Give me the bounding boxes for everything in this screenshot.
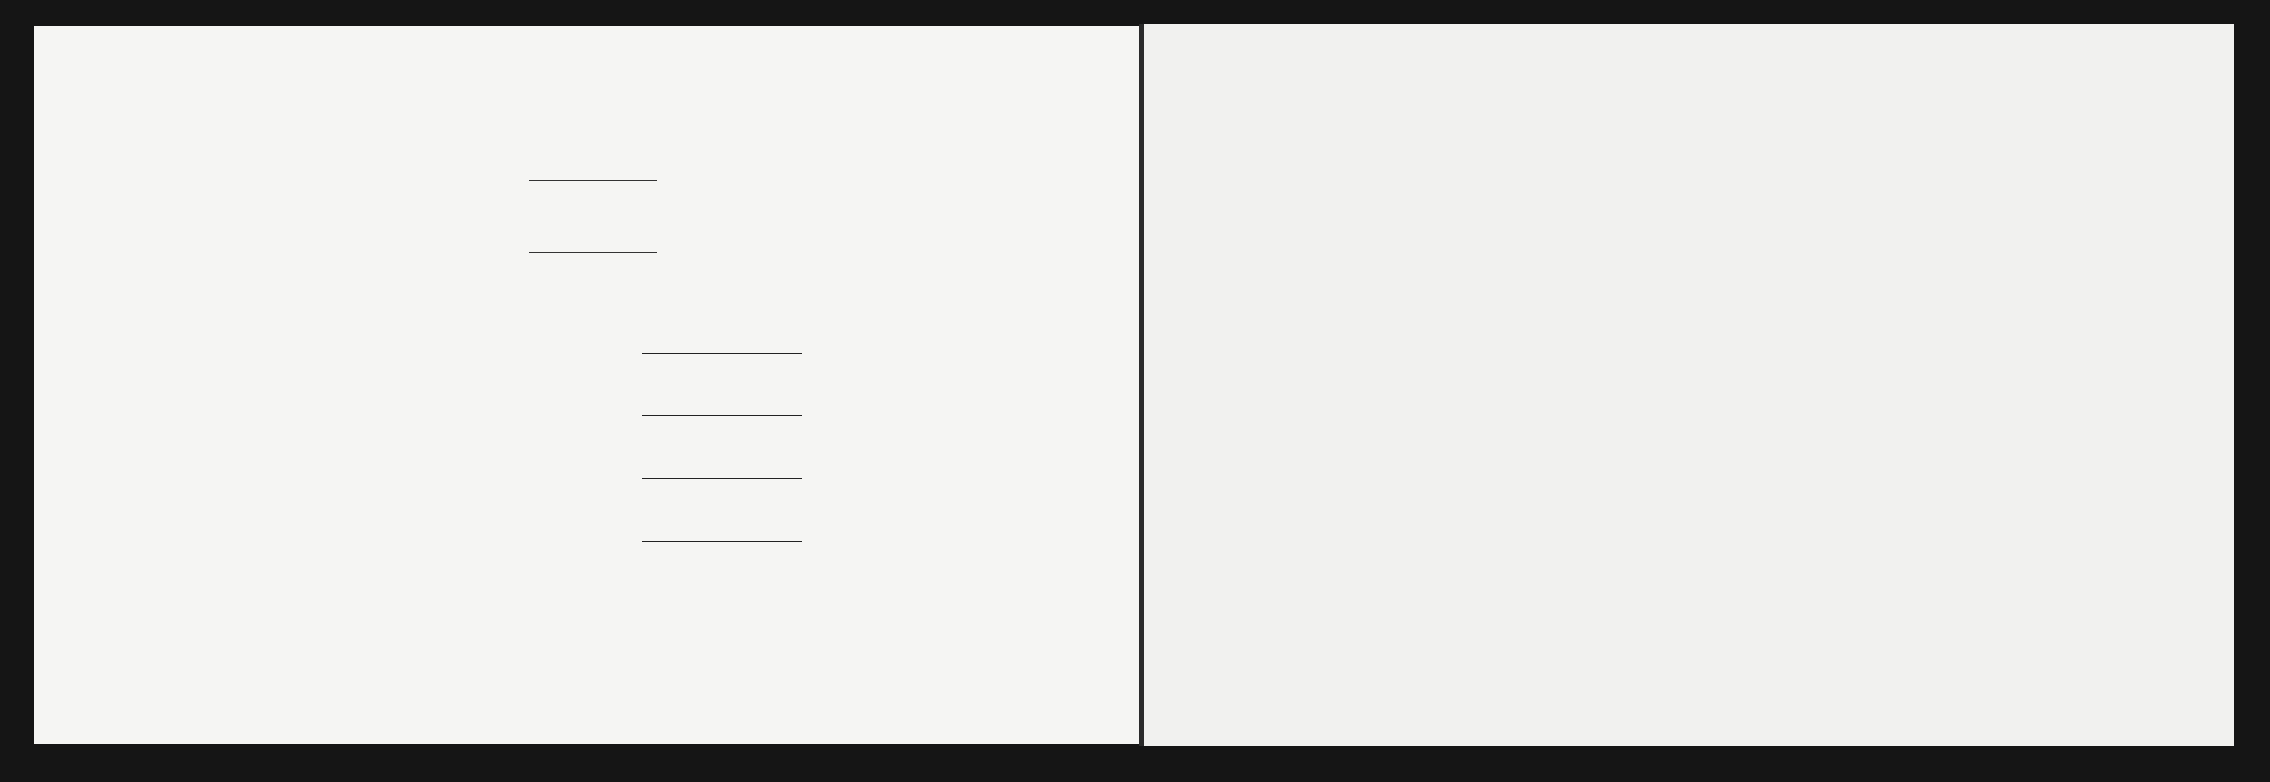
dotted-leader [642,478,802,479]
date-rule [529,252,657,253]
programme-item [34,514,1140,554]
right-page [1144,24,2234,746]
title-rule [529,180,657,181]
show-through-text [184,96,195,138]
direction-credit [764,632,769,654]
programme-item [34,326,1140,366]
soloist-credit [160,632,165,654]
dotted-leader [642,353,802,354]
left-page [34,26,1140,744]
programme-item [34,388,1140,428]
programme-item [34,451,1140,491]
dotted-leader [642,415,802,416]
dotted-leader [642,541,802,542]
